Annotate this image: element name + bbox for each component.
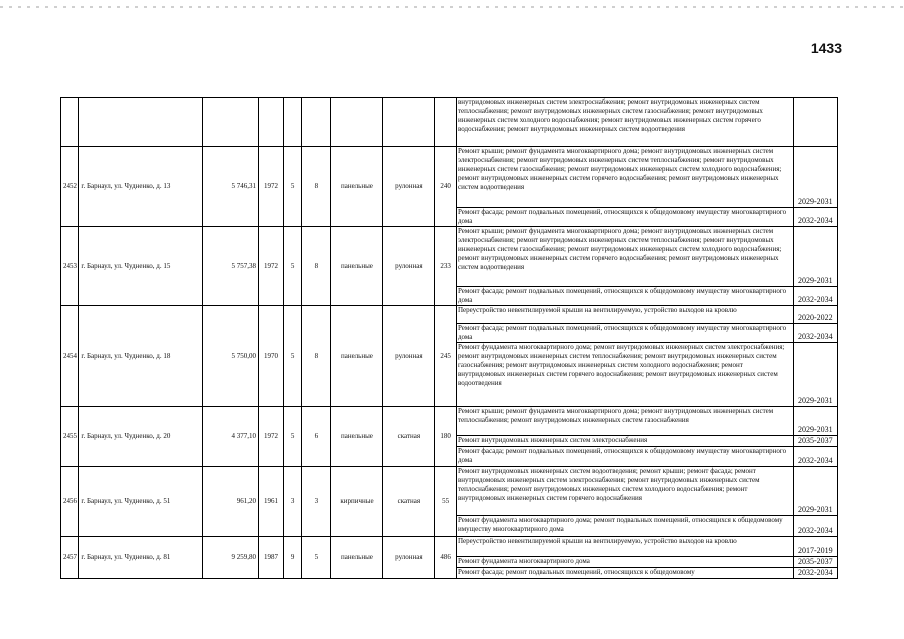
table-row: [61, 147, 838, 208]
roof-type-cell: рулонная: [383, 147, 435, 227]
wall-material-cell: панельные: [331, 537, 383, 579]
roof-type-cell: рулонная: [383, 306, 435, 407]
residents-cell: 245: [435, 306, 457, 407]
roof-type-cell: рулонная: [383, 227, 435, 306]
year-cell: 1961: [259, 467, 284, 537]
wall-material-cell: панельные: [331, 147, 383, 227]
floors-cell: 3: [283, 467, 301, 537]
area-cell: 961,20: [202, 467, 258, 537]
roof-type-cell: скатная: [383, 467, 435, 537]
entrances-cell: 8: [302, 227, 331, 306]
residents-cell: 180: [435, 407, 457, 467]
roof-type-cell: скатная: [383, 407, 435, 467]
roof-type-cell: рулонная: [383, 537, 435, 579]
entrances-cell: 3: [302, 467, 331, 537]
page-number: 1433: [810, 40, 842, 56]
roof-type-cell: [383, 98, 435, 147]
house-number: 2457: [61, 537, 79, 579]
floors-cell: 9: [283, 537, 301, 579]
table-row: [61, 467, 838, 516]
work-description: Переустройство невентилируемой крыши на вентилируемую, устройство выходов на кровлю: [457, 306, 794, 324]
work-description: Ремонт внутридомовых инженерных систем электроснабжения: [457, 436, 794, 447]
work-period: 2032-2034: [793, 324, 837, 343]
work-description: Ремонт крыши; ремонт фундамента многоквартирного дома; ремонт внутридомовых инженерных систем электроснабжения; ремонт внутридомовых инженерных систем теплоснабжения; ремонт внутридомовых инженерных систем газоснабжения; ремонт внутридомовых инженерных систем холодного водоснабжения; ремонт внутридомовых инженерных систем горячего водоснабжения; ремонт внутридомовых инженерных систем водоотведения: [457, 227, 794, 287]
entrances-cell: 8: [302, 306, 331, 407]
year-cell: 1972: [259, 407, 284, 467]
work-description: Ремонт фасада; ремонт подвальных помещений, относящихся к общедомовому имуществу многоквартирного дома: [457, 447, 794, 467]
entrances-cell: 8: [302, 147, 331, 227]
work-description: Ремонт фасада; ремонт подвальных помещений, относящихся к общедомовому имуществу многоквартирного дома: [457, 208, 794, 227]
area-cell: 9 259,80: [202, 537, 258, 579]
work-period: 2029-2031: [793, 227, 837, 287]
table-row: [61, 407, 838, 436]
house-number: 2455: [61, 407, 79, 467]
house-number: [61, 98, 79, 147]
address-cell: г. Барнаул, ул. Чудненко, д. 20: [79, 407, 202, 467]
work-description: Ремонт фасада; ремонт подвальных помещений, относящихся к общедомовому имуществу многоквартирного дома: [457, 324, 794, 343]
floors-cell: [283, 98, 301, 147]
floors-cell: 5: [283, 227, 301, 306]
work-period: 2020-2022: [793, 306, 837, 324]
year-cell: [259, 98, 284, 147]
residents-cell: 55: [435, 467, 457, 537]
residents-cell: 233: [435, 227, 457, 306]
house-number: 2452: [61, 147, 79, 227]
work-period: 2032-2034: [793, 516, 837, 537]
work-period: 2032-2034: [793, 447, 837, 467]
floors-cell: 5: [283, 306, 301, 407]
area-cell: [202, 98, 258, 147]
area-cell: 5 757,38: [202, 227, 258, 306]
address-cell: г. Барнаул, ул. Чудненко, д. 51: [79, 467, 202, 537]
work-description: Ремонт фасада; ремонт подвальных помещений, относящихся к общедомовому имуществу многоквартирного дома: [457, 287, 794, 306]
work-period: 2032-2034: [793, 568, 837, 579]
area-cell: 4 377,10: [202, 407, 258, 467]
work-period: 2029-2031: [793, 467, 837, 516]
entrances-cell: 5: [302, 537, 331, 579]
floors-cell: 5: [283, 147, 301, 227]
address-cell: г. Барнаул, ул. Чудненко, д. 18: [79, 306, 202, 407]
year-cell: 1972: [259, 227, 284, 306]
work-period: [793, 98, 837, 147]
floors-cell: 5: [283, 407, 301, 467]
work-period: 2032-2034: [793, 287, 837, 306]
house-number: 2454: [61, 306, 79, 407]
year-cell: 1972: [259, 147, 284, 227]
work-description: Ремонт крыши; ремонт фундамента многоквартирного дома; ремонт внутридомовых инженерных систем теплоснабжения; ремонт внутридомовых инженерных систем газоснабжения: [457, 407, 794, 436]
residents-cell: 240: [435, 147, 457, 227]
year-cell: 1987: [259, 537, 284, 579]
wall-material-cell: [331, 98, 383, 147]
work-period: 2035-2037: [793, 436, 837, 447]
table-row: [61, 306, 838, 324]
wall-material-cell: панельные: [331, 407, 383, 467]
address-cell: г. Барнаул, ул. Чудненко, д. 81: [79, 537, 202, 579]
address-cell: [79, 98, 202, 147]
address-cell: г. Барнаул, ул. Чудненко, д. 15: [79, 227, 202, 306]
work-description: Ремонт внутридомовых инженерных систем водоотведения; ремонт крыши; ремонт фасада; ремонт внутридомовых инженерных систем электроснабжения; ремонт внутридомовых инженерных систем теплоснабжения; ремонт внутридомовых инженерных систем холодного водоснабжения; ремонт внутридомовых инженерных систем горячего водоснабжения: [457, 467, 794, 516]
work-period: 2032-2034: [793, 208, 837, 227]
wall-material-cell: панельные: [331, 227, 383, 306]
work-period: 2017-2019: [793, 537, 837, 557]
residents-cell: 486: [435, 537, 457, 579]
table-row: [61, 227, 838, 287]
wall-material-cell: панельные: [331, 306, 383, 407]
work-period: 2029-2031: [793, 407, 837, 436]
repair-schedule-table: [60, 97, 838, 579]
work-period: 2029-2031: [793, 147, 837, 208]
table-row: [61, 98, 838, 147]
wall-material-cell: кирпичные: [331, 467, 383, 537]
area-cell: 5 746,31: [202, 147, 258, 227]
table-row: [61, 537, 838, 557]
entrances-cell: [302, 98, 331, 147]
residents-cell: [435, 98, 457, 147]
work-description: Ремонт фасада; ремонт подвальных помещений, относящихся к общедомовому: [457, 568, 794, 579]
work-period: 2035-2037: [793, 557, 837, 568]
work-description: Ремонт крыши; ремонт фундамента многоквартирного дома; ремонт внутридомовых инженерных систем электроснабжения; ремонт внутридомовых инженерных систем теплоснабжения; ремонт внутридомовых инженерных систем газоснабжения; ремонт внутридомовых инженерных систем холодного водоснабжения; ремонт внутридомовых инженерных систем горячего водоснабжения; ремонт внутридомовых инженерных систем водоотведения: [457, 147, 794, 208]
house-number: 2456: [61, 467, 79, 537]
work-description: Ремонт фундамента многоквартирного дома: [457, 557, 794, 568]
year-cell: 1970: [259, 306, 284, 407]
scan-artifact: [0, 6, 904, 8]
work-description: Ремонт фундамента многоквартирного дома; ремонт подвальных помещений, относящихся к общедомовому имуществу многоквартирного дома: [457, 516, 794, 537]
work-description: Переустройство невентилируемой крыши на вентилируемую, устройство выходов на кровлю: [457, 537, 794, 557]
area-cell: 5 750,00: [202, 306, 258, 407]
work-period: 2029-2031: [793, 343, 837, 407]
work-description: внутридомовых инженерных систем электроснабжения; ремонт внутридомовых инженерных систем теплоснабжения; ремонт внутридомовых инженерных систем газоснабжения; ремонт внутридомовых инженерных систем холодного водоснабжения; ремонт внутридомовых инженерных систем горячего водоснабжения; ремонт внутридомовых инженерных систем водоотведения: [457, 98, 794, 147]
entrances-cell: 6: [302, 407, 331, 467]
house-number: 2453: [61, 227, 79, 306]
address-cell: г. Барнаул, ул. Чудненко, д. 13: [79, 147, 202, 227]
work-description: Ремонт фундамента многоквартирного дома; ремонт внутридомовых инженерных систем электроснабжения; ремонт внутридомовых инженерных систем теплоснабжения; ремонт внутридомовых инженерных систем газоснабжения; ремонт внутридомовых инженерных систем холодного водоснабжения; ремонт внутридомовых инженерных систем горячего водоснабжения; ремонт внутридомовых инженерных систем водоотведения: [457, 343, 794, 407]
